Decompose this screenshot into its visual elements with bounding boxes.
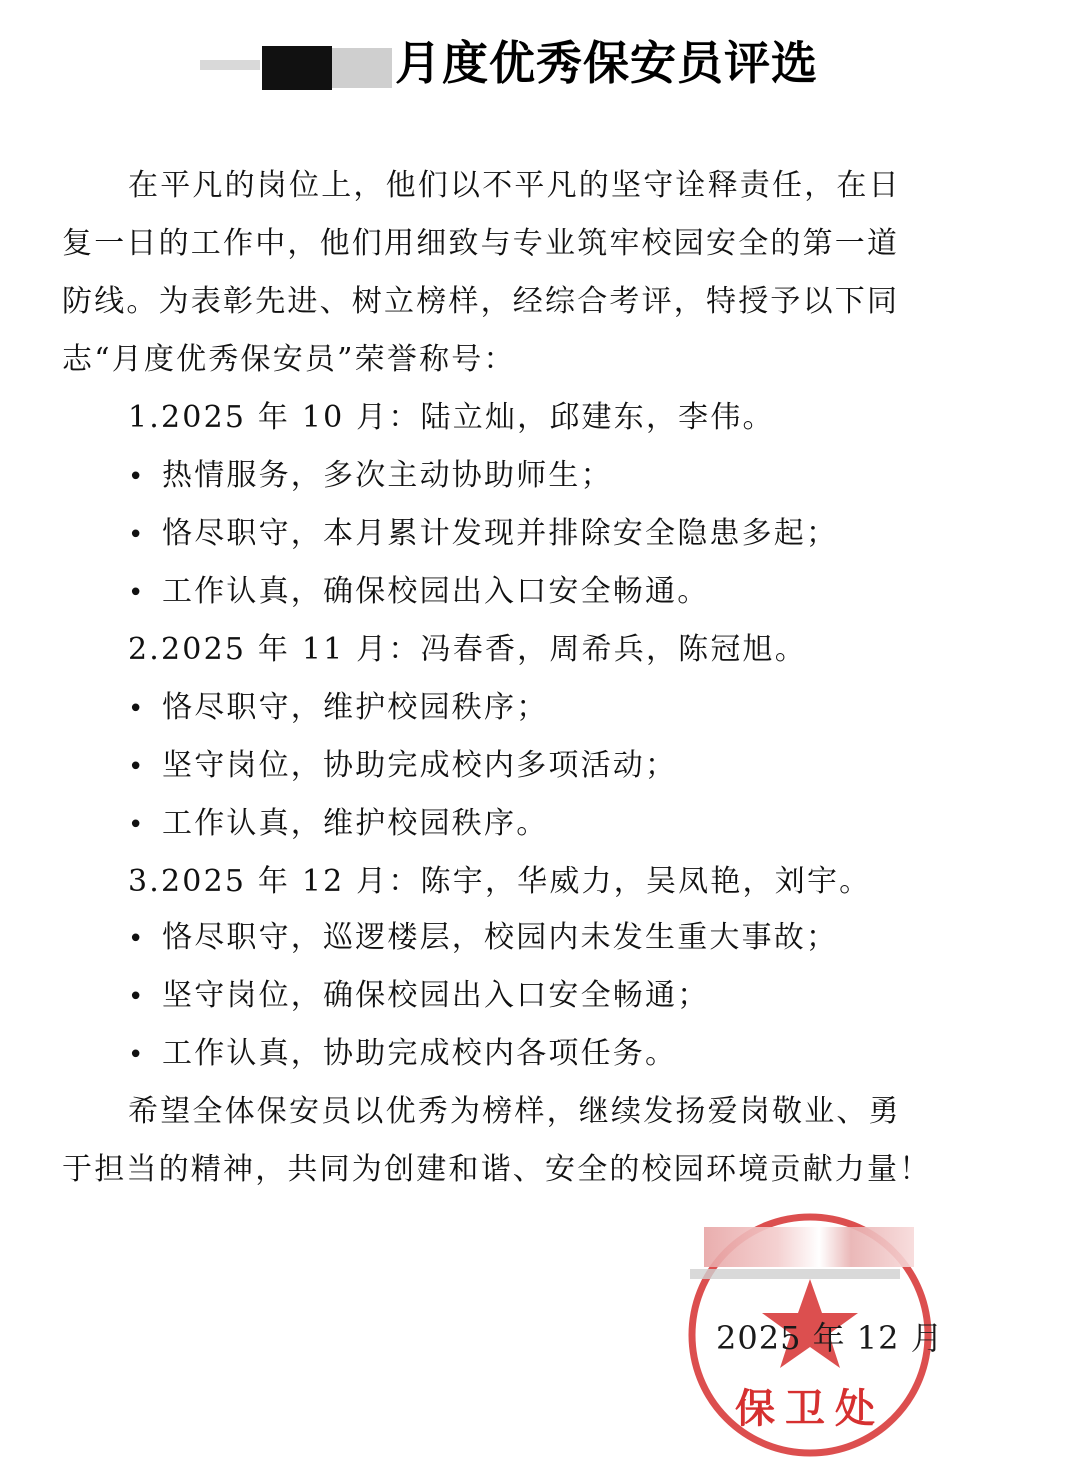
intro-line-1: 在平凡的岗位上，他们以不平凡的坚守诠释责任，在日	[128, 168, 901, 203]
section-1-bullet-3	[128, 566, 709, 610]
bullet-text: 工作认真，维护校园秩序。	[162, 806, 549, 841]
bullet-text: 工作认真，确保校园出入口安全畅通。	[162, 574, 710, 609]
section-2-bullet-2	[128, 740, 677, 784]
section-2-bullet-3	[128, 798, 548, 842]
redacted-school-name	[200, 42, 400, 92]
bullet-icon: •	[128, 694, 146, 724]
bullet-icon: •	[128, 982, 146, 1012]
bullet-text: 恪尽职守，维护校园秩序；	[162, 690, 549, 725]
section-1-bullet-2	[128, 508, 838, 552]
closing-line-2: 于担当的精神，共同为创建和谐、安全的校园环境贡献力量！	[62, 1152, 932, 1187]
bullet-icon: •	[128, 924, 146, 954]
bullet-icon: •	[128, 578, 146, 608]
bullet-icon: •	[128, 1040, 146, 1070]
intro-line-2: 复一日的工作中，他们用细致与专业筑牢校园安全的第一道	[62, 226, 900, 261]
redaction-block	[262, 46, 332, 90]
redaction-block	[200, 60, 260, 70]
bullet-icon: •	[128, 810, 146, 840]
intro-line-4: 志“月度优秀保安员”荣誉称号：	[62, 342, 516, 377]
signature-date: 2025 年 12 月	[716, 1319, 944, 1357]
redaction-block	[690, 1269, 900, 1279]
bullet-icon: •	[128, 462, 146, 492]
intro-line-3: 防线。为表彰先进、树立榜样，经综合考评，特授予以下同	[62, 284, 900, 319]
signature-block	[680, 1205, 944, 1465]
bullet-text: 恪尽职守，本月累计发现并排除安全隐患多起；	[162, 516, 839, 551]
section-1-bullet-1	[128, 450, 613, 494]
bullet-icon: •	[128, 752, 146, 782]
section-2-heading: 2.2025 年 11 月：冯春香，周希兵，陈冠旭。	[128, 632, 807, 667]
section-2-bullet-1	[128, 682, 548, 726]
section-3-bullet-2	[128, 970, 709, 1014]
section-3-bullet-3	[128, 1028, 677, 1072]
closing-line-1: 希望全体保安员以优秀为榜样，继续发扬爱岗敬业、勇	[128, 1094, 901, 1129]
section-1-heading: 1.2025 年 10 月：陆立灿，邱建东，李伟。	[128, 400, 775, 435]
signature-department: 保卫处	[735, 1385, 885, 1432]
redaction-block	[332, 48, 392, 88]
bullet-icon: •	[128, 520, 146, 550]
title-row	[0, 28, 1080, 98]
section-3-heading: 3.2025 年 12 月：陈宇，华威力，吴凤艳，刘宇。	[128, 864, 872, 899]
bullet-text: 恪尽职守，巡逻楼层，校园内未发生重大事故；	[162, 920, 839, 955]
bullet-text: 坚守岗位，协助完成校内多项活动；	[162, 748, 678, 783]
redacted-organization-name	[704, 1227, 914, 1267]
section-3-bullet-1	[128, 912, 838, 956]
document-title: 月度优秀保安员评选	[395, 36, 818, 90]
bullet-text: 热情服务，多次主动协助师生；	[162, 458, 613, 493]
bullet-text: 坚守岗位，确保校园出入口安全畅通；	[162, 978, 710, 1013]
bullet-text: 工作认真，协助完成校内各项任务。	[162, 1036, 678, 1071]
